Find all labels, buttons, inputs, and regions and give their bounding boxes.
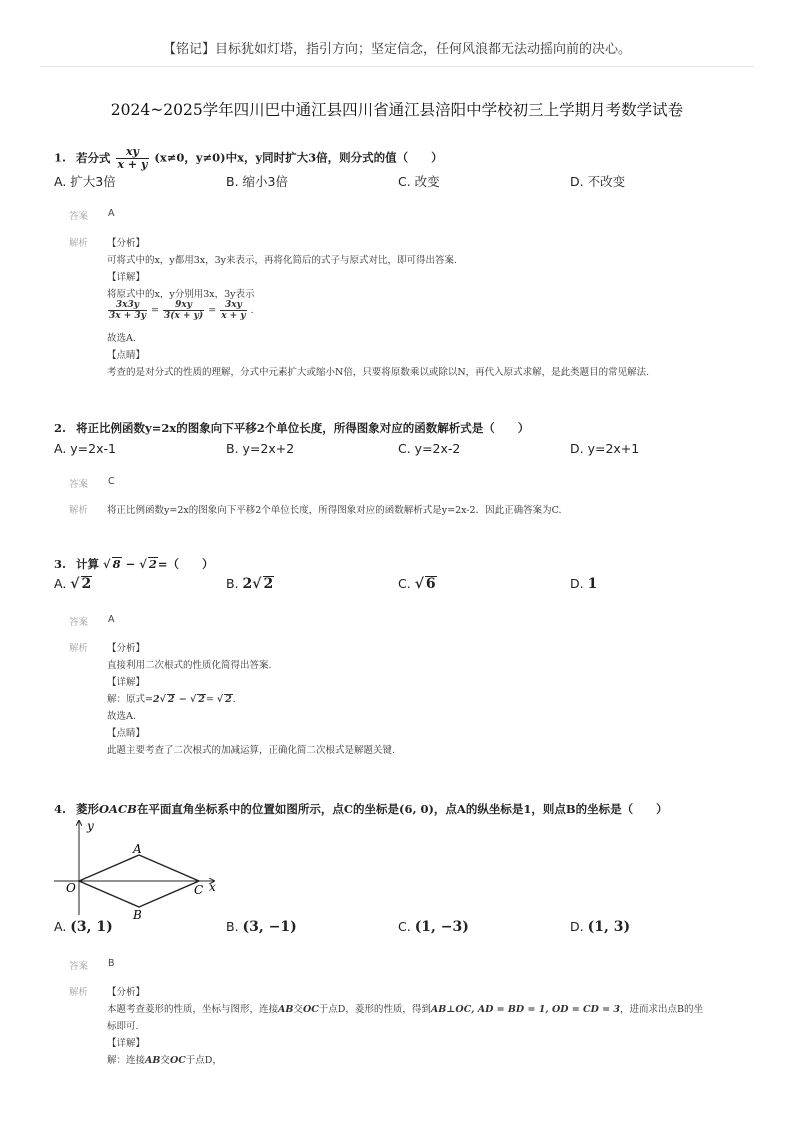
option-label: B. [226, 576, 239, 591]
question-3-stem [54, 556, 214, 572]
stem-text: =（ ） [157, 557, 214, 571]
text-run: 交 [293, 1004, 303, 1015]
answer-label: 答案 [69, 211, 89, 222]
minus-sign: − [121, 557, 140, 571]
stem-text: 若分式 [76, 150, 111, 165]
fraction-denominator: x + y [221, 311, 246, 321]
radicand: 8 [112, 557, 121, 571]
answer-value: A [108, 208, 115, 219]
analysis-line: 可将式中的x，y都用3x，3y来表示，再将化简后的式子与原式对比，即可得出答案. [107, 255, 458, 266]
answer-label: 答案 [69, 479, 89, 490]
equation-prefix: 解：原式= [107, 694, 153, 705]
detail-heading: 【详解】 [107, 272, 146, 283]
option-b[interactable] [226, 919, 297, 935]
fraction [116, 146, 150, 171]
analysis-line: 此题主要考查了二次根式的加减运算，正确化简二次根式是解题关键. [107, 745, 396, 756]
analysis-label: 解析 [69, 505, 89, 516]
option-value: (3, 1) [70, 919, 113, 935]
math-term: OACB [99, 802, 137, 816]
equation-line [107, 300, 254, 321]
text-run: 交 [160, 1055, 170, 1066]
radicand: 2 [148, 557, 157, 571]
text-run: 于点D，菱形的性质，得到 [318, 1004, 431, 1015]
option-c[interactable]: C. 改变 [398, 174, 440, 189]
motto: 【铭记】目标犹如灯塔，指引方向；坚定信念，任何风浪都无法动摇向前的决心。 [162, 42, 631, 57]
math-term: (6, 0) [399, 802, 434, 816]
fraction-numerator: 9xy [163, 300, 204, 311]
question-number: 3. [54, 557, 67, 571]
analysis-line: 故选A. [107, 711, 136, 722]
page-title: 2024~2025学年四川巴中通江县四川省通江县涪阳中学校初三上学期月考数学试卷 [110, 101, 684, 119]
math-term: OC [302, 1004, 319, 1015]
option-d[interactable] [570, 919, 630, 935]
option-value: (3, −1) [242, 919, 297, 935]
option-a[interactable] [54, 576, 92, 592]
analysis-heading: 【分析】 [107, 238, 146, 249]
answer-value: B [108, 958, 115, 969]
question-number: 4. [54, 802, 67, 816]
fraction-denominator: 3(x + y) [163, 311, 204, 321]
stem-text: 将正比例函数y=2x的图象向下平移2个单位长度，所得图象对应的函数解析式是（ ） [76, 421, 530, 435]
math-term: OC [169, 1055, 186, 1066]
equals-sign: = [205, 694, 217, 705]
radical: √ 8 [103, 557, 121, 571]
analysis-label: 解析 [69, 238, 89, 249]
option-a[interactable]: A. y=2x-1 [54, 441, 116, 456]
stem-text: 计算 [76, 557, 100, 571]
analysis-heading: 【分析】 [107, 987, 146, 998]
option-b[interactable]: B. y=2x+2 [226, 441, 295, 456]
option-label: B. [226, 919, 239, 934]
stem-text: ，点A的纵坐标是1，则点B的坐标是（ ） [433, 802, 668, 816]
option-c[interactable] [398, 919, 469, 935]
text-run: 于点D， [185, 1055, 222, 1066]
radicand: 2 [198, 694, 205, 705]
option-c[interactable]: C. y=2x-2 [398, 441, 461, 456]
radical: √ 2 [70, 576, 92, 592]
equals-sign: = [208, 305, 217, 316]
text-run: ，进而求出点B的坐 [620, 1004, 704, 1015]
option-d[interactable] [570, 576, 597, 592]
option-value: (1, −3) [414, 919, 469, 935]
answer-value: C [108, 476, 115, 487]
answer-label: 答案 [69, 961, 89, 972]
option-value: (1, 3) [587, 919, 631, 935]
fraction [163, 300, 204, 321]
y-axis-label: y [87, 819, 94, 833]
radicand: 2 [167, 694, 175, 705]
answer-label: 答案 [69, 617, 89, 628]
option-label: A. [54, 576, 67, 591]
point-c-label: C [194, 883, 204, 897]
fraction-denominator: x + y [117, 158, 148, 171]
point-b-label: B [133, 908, 142, 919]
remark-heading: 【点睛】 [107, 350, 146, 361]
question-number: 2. [54, 421, 67, 435]
point-a-label: A [133, 842, 142, 856]
analysis-line: 标即可. [107, 1021, 139, 1032]
option-d[interactable]: D. y=2x+1 [570, 441, 640, 456]
equals-sign: = [150, 305, 159, 316]
option-label: D. [570, 576, 584, 591]
period: . [232, 694, 236, 705]
analysis-line: 直接利用二次根式的性质化简得出答案. [107, 660, 272, 671]
radical-expression: 2√ 2 [242, 576, 274, 592]
period: . [250, 305, 254, 316]
radicand: 2 [81, 576, 92, 592]
radicand: 6 [425, 576, 436, 592]
analysis-label: 解析 [69, 987, 89, 998]
fraction [108, 300, 147, 321]
detail-heading: 【详解】 [107, 1038, 146, 1049]
option-label: D. [570, 919, 584, 934]
analysis-heading: 【分析】 [107, 643, 146, 654]
math-term: AB⊥OC, AD = BD = 1, OD = CD = 3 [430, 1004, 621, 1015]
radical: √ 6 [414, 576, 436, 592]
analysis-label: 解析 [69, 643, 89, 654]
question-2-stem [54, 420, 529, 436]
option-d[interactable]: D. 不改变 [570, 174, 626, 189]
fraction-numerator: xy [116, 146, 150, 159]
analysis-line: 将原式中的x，y分别用3x，3y表示 [107, 289, 255, 300]
remark-heading: 【点睛】 [107, 728, 146, 739]
text-run: 本题考查菱形的性质，坐标与图形，连接 [107, 1004, 279, 1015]
option-a[interactable] [54, 919, 113, 935]
analysis-line [107, 1001, 703, 1015]
fraction [220, 300, 246, 321]
option-value: 1 [587, 576, 598, 592]
text-run: 解：连接 [107, 1055, 146, 1066]
fraction-numerator: 3xy [220, 300, 246, 311]
question-1-stem [54, 146, 443, 171]
analysis-line: 将正比例函数y=2x的图象向下平移2个单位长度，所得图象对应的函数解析式是y=2x-2．因此正确答案为C. [107, 505, 562, 516]
stem-text: (x≠0，y≠0)中x，y同时扩大3倍，则分式的值（ ） [154, 150, 443, 165]
option-a[interactable]: A. 扩大3倍 [54, 174, 116, 189]
answer-value: A [108, 614, 115, 625]
radical: √ 2 [139, 557, 157, 571]
equation-line: 解：原式=2√ 2 − √ 2= √ 2. [107, 694, 236, 705]
stem-text: 菱形 [76, 802, 100, 816]
minus-sign: − [175, 694, 191, 705]
math-term: AB [145, 1055, 161, 1066]
option-label: C. [398, 576, 411, 591]
option-label: C. [398, 919, 411, 934]
option-c[interactable] [398, 576, 437, 592]
analysis-line: 考查的是对分式的性质的理解，分式中元素扩大或缩小N倍，只要将原数乘以或除以N，再代入原式求解，是此类题目的常见解法. [107, 367, 650, 378]
analysis-line: 故选A. [107, 333, 136, 344]
math-term: AB [278, 1004, 294, 1015]
option-b[interactable]: B. 缩小3倍 [226, 174, 288, 189]
option-b[interactable] [226, 576, 274, 592]
coefficient: 2 [152, 694, 160, 705]
stem-text: 在平面直角坐标系中的位置如图所示，点C的坐标是 [136, 802, 400, 816]
coefficient: 2 [242, 576, 253, 592]
point-o-label: O [66, 881, 76, 895]
fraction-denominator: 3x + 3y [109, 311, 146, 321]
x-axis-label: x [209, 880, 216, 894]
radicand: 2 [225, 694, 232, 705]
rhombus-figure [52, 815, 224, 919]
header-divider [40, 66, 754, 67]
radicand: 2 [263, 576, 274, 592]
option-label: A. [54, 919, 67, 934]
fraction-numerator: 3x3y [108, 300, 147, 311]
question-number: 1. [54, 150, 67, 165]
detail-heading: 【详解】 [107, 677, 146, 688]
analysis-line [107, 1052, 222, 1066]
